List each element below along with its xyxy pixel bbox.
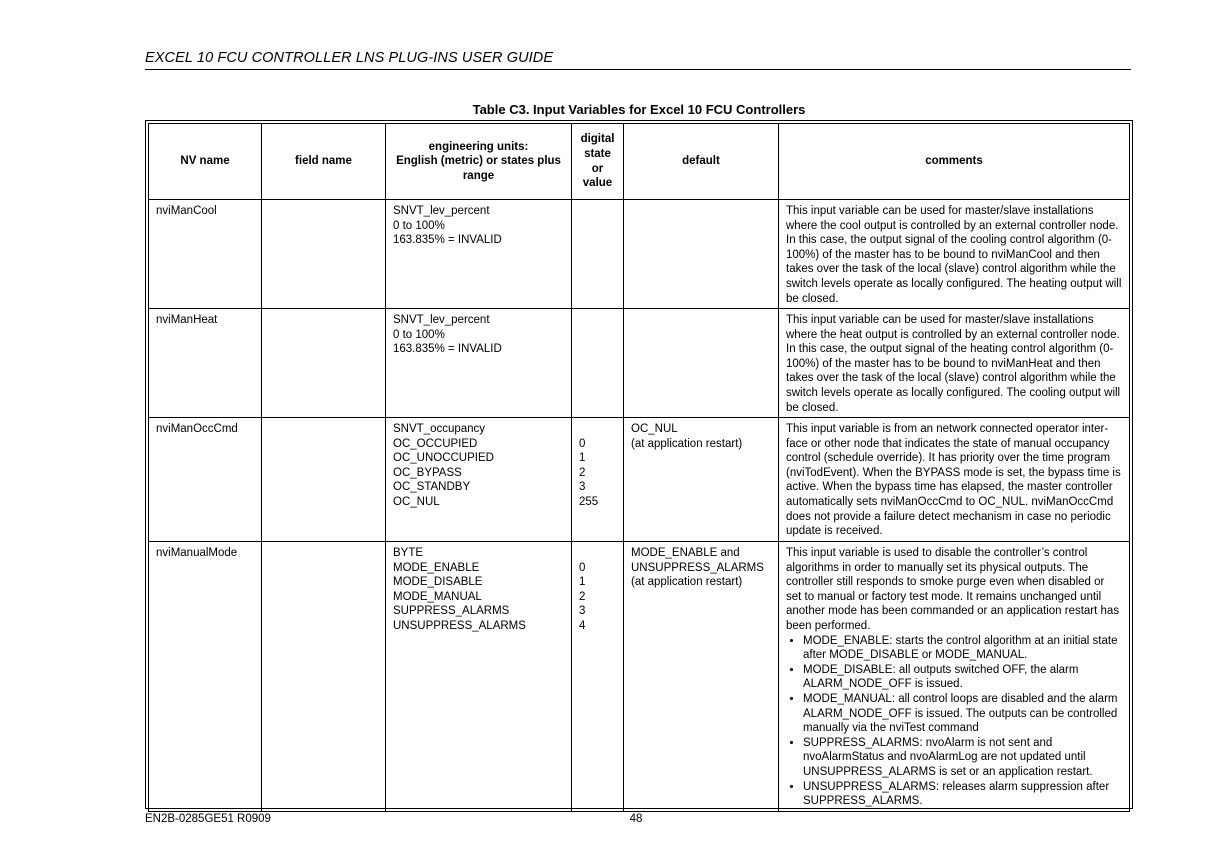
comment-text: This input variable is from an network connected operator inter-face or other node that indicates the state of manual occupancy control (schedule override). It has priority over the time program (nviTodEvent). When the BYPASS mode is set, the bypass time is active. When the bypass time has elapsed, the master controller automatically sets nviManOccCmd to OC_NUL. nviManOccCmd does not provide a failure detect mechanism in case no periodic update is received. [786, 423, 1121, 538]
page-header: EXCEL 10 FCU CONTROLLER LNS PLUG-INS USER GUIDE [145, 49, 1131, 70]
digital-value: 1 [579, 576, 586, 589]
cell-field-name [262, 309, 386, 418]
cell-field-name [262, 200, 386, 309]
cell-default [624, 542, 779, 812]
comment-text: This input variable can be used for master/slave installations where the heat output is controlled by an external controller node. In this case, the output signal of the heating control algorithm (0-100%) of the master has to be bound to nviManHeat and then takes over the task of the local (slave) control algorithm while the switch levels operate as locally configured. The cooling output will be closed. [786, 314, 1121, 414]
cell-comments [779, 309, 1130, 418]
cell-default [624, 309, 779, 418]
digital-value: 3 [579, 605, 586, 618]
unit-line: MODE_ENABLE [393, 561, 480, 574]
digital-value: 0 [579, 437, 586, 450]
unit-line: OC_STANDBY [393, 481, 471, 494]
default-line: (at application restart) [631, 437, 743, 450]
column-header-field-name: field name [262, 124, 386, 200]
default-line: (at application restart) [631, 576, 743, 589]
unit-line: OC_BYPASS [393, 466, 462, 479]
cell-digital-state [572, 542, 624, 812]
table-row [149, 542, 1130, 812]
digital-value: 0 [579, 561, 586, 574]
cell-field-name [262, 542, 386, 812]
table-body [149, 200, 1130, 812]
default-line: MODE_ENABLE and [631, 547, 740, 559]
footer-document-id: EN2B-0285GE51 R0909 [145, 813, 271, 825]
mode-bullet-item: • MODE_DISABLE: all outputs switched OFF, the alarm ALARM_NODE_OFF is issued. [803, 663, 1122, 692]
unit-line: BYTE [393, 547, 424, 559]
unit-line: 163.835% = INVALID [393, 234, 502, 247]
unit-line: SNVT_lev_percent [393, 314, 490, 326]
cell-nv-name: nviManualMode [149, 542, 262, 812]
digital-value: 2 [579, 466, 586, 479]
mode-bullet-item: • SUPPRESS_ALARMS: nvoAlarm is not sent and nvoAlarmStatus and nvoAlarmLog are not updated until UNSUPPRESS_ALARMS is set or an application restart. [803, 736, 1122, 780]
cell-field-name [262, 418, 386, 542]
unit-line: 0 to 100% [393, 328, 445, 341]
mode-bullet-item: • MODE_ENABLE: starts the control algorithm at an initial state after MODE_DISABLE or MODE_MANUAL. [803, 634, 1122, 663]
digital-value: 2 [579, 590, 586, 603]
column-header-comments: comments [779, 124, 1130, 200]
cell-nv-name: nviManHeat [149, 309, 262, 418]
unit-line: MODE_DISABLE [393, 576, 483, 589]
unit-line: OC_OCCUPIED [393, 437, 478, 450]
comment-text: This input variable can be used for master/slave installations where the cool output is controlled by an external controller node. In this case, the output signal of the cooling control algorithm (0-100%) of the master has to be bound to nviManCool and then takes over the task of the local (slave) control algorithm while the switch levels operate as locally configured. The heating output will be closed. [786, 205, 1122, 305]
digital-value [579, 546, 616, 561]
cell-digital-state [572, 418, 624, 542]
column-header-default: default [624, 124, 779, 200]
column-header-engineering-units: engineering units: English (metric) or states plus range [386, 124, 572, 200]
mode-bullet-item: • UNSUPPRESS_ALARMS: releases alarm suppression after SUPPRESS_ALARMS. [803, 780, 1122, 809]
column-header-nv-name: NV name [149, 124, 262, 200]
unit-line: MODE_MANUAL [393, 590, 482, 603]
unit-line: SNVT_occupancy [393, 423, 486, 435]
cell-digital-state [572, 200, 624, 309]
digital-value [579, 422, 616, 437]
cell-engineering-units [386, 200, 572, 309]
input-variables-table [148, 123, 1130, 812]
default-line: UNSUPPRESS_ALARMS [631, 561, 764, 574]
cell-nv-name: nviManOccCmd [149, 418, 262, 542]
unit-line: SNVT_lev_percent [393, 205, 490, 217]
digital-value: 1 [579, 452, 586, 465]
unit-line: OC_UNOCCUPIED [393, 452, 494, 465]
cell-comments [779, 542, 1130, 812]
table-title: Table C3. Input Variables for Excel 10 FCU Controllers [472, 102, 806, 117]
mode-bullet-item: • MODE_MANUAL: all control loops are disabled and the alarm ALARM_NODE_OFF is issued. The outputs can be controlled manually via the nviTest command [803, 692, 1122, 736]
unit-line: OC_NUL [393, 495, 440, 508]
comment-text: This input variable is used to disable the controller’s control algorithms in order to manually set its physical outputs. The controller still responds to smoke purge even when disabled or set to manual or factory test mode. It remains unchanged until another mode has been commanded or an application restart has been performed. [786, 547, 1120, 632]
unit-line: UNSUPPRESS_ALARMS [393, 619, 526, 632]
cell-nv-name: nviManCool [149, 200, 262, 309]
cell-comments [779, 200, 1130, 309]
digital-value: 3 [579, 481, 586, 494]
cell-digital-state [572, 309, 624, 418]
cell-default [624, 200, 779, 309]
unit-line: SUPPRESS_ALARMS [393, 605, 510, 618]
table-row [149, 309, 1130, 418]
column-header-digital-state: digital state or value [572, 124, 624, 200]
cell-default [624, 418, 779, 542]
footer-page-number: 48 [629, 813, 643, 825]
table-header-row [149, 124, 1130, 200]
table-row [149, 418, 1130, 542]
mode-bullet-list [786, 634, 1122, 809]
digital-value: 255 [579, 495, 599, 508]
cell-comments [779, 418, 1130, 542]
unit-line: 0 to 100% [393, 219, 445, 232]
default-line: OC_NUL [631, 423, 678, 435]
digital-value: 4 [579, 619, 586, 632]
cell-engineering-units [386, 418, 572, 542]
unit-line: 163.835% = INVALID [393, 343, 502, 356]
cell-engineering-units [386, 542, 572, 812]
cell-engineering-units [386, 309, 572, 418]
table-row [149, 200, 1130, 309]
input-variables-table-frame [145, 120, 1133, 809]
